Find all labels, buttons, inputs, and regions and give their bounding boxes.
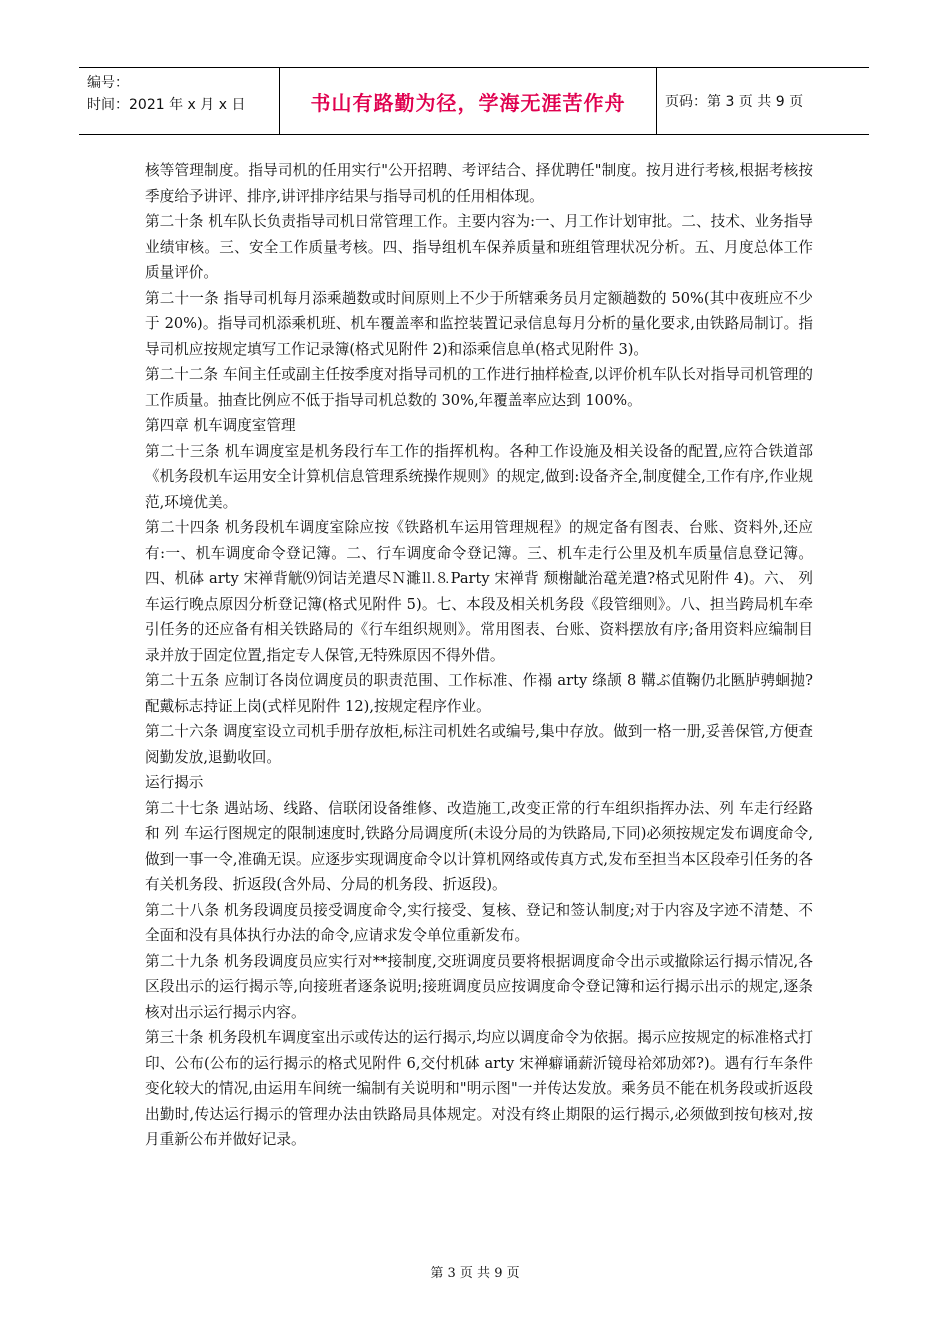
paragraph: 第二十九条 机务段调度员应实行对**接制度,交班调度员要将根据调度命令出示或撤除运行揭示情况,各区段出示的运行揭示等,向接班者逐条说明;接班调度员应按调度命令登记簿和运行揭示出示的规定,逐条核对出示运行揭示内容。 [145, 952, 813, 1021]
paragraph: 第二十八条 机务段调度员接受调度命令,实行接受、复核、登记和签认制度;对于内容及字迹不清楚、不全面和没有具体执行办法的命令,应请求发令单位重新发布。 [145, 901, 813, 944]
paragraph: 第二十二条 车间主任或副主任按季度对指导司机的工作进行抽样检查,以评价机车队长对指导司机管理的工作质量。抽查比例应不低于指导司机总数的 30%,年覆盖率应达到 100%。 [145, 366, 813, 409]
header-meta [79, 68, 279, 134]
document-body [145, 158, 813, 1153]
page-footer: 第 3 页 共 9 页 [430, 1266, 520, 1281]
paragraph: 第二十三条 机车调度室是机务段行车工作的指挥机构。各种工作设施及相关设备的配置,应符合铁道部《机务段机车运用安全计算机信息管理系统操作规则》的规定,做到:设备齐全,制度健全,工作有序,作业规范,环境优美。 [145, 442, 813, 511]
document-time-label: 时间：2021 年 x 月 x 日 [87, 97, 246, 113]
paragraph: 第二十六条 调度室设立司机手册存放柜,标注司机姓名或编号,集中存放。做到一格一册,妥善保管,方便查阅勤发放,退勤收回。 [145, 723, 813, 766]
paragraph: 第二十七条 遇站场、线路、信联闭设备维修、改造施工,改变正常的行车组织指挥办法、列 车走行经路和 列 车运行图规定的限制速度时,铁路分局调度所(未设分局的为铁路局,下同)必须按规定发布调度命令,做到一事一令,准确无误。应逐步实现调度命令以计算机网络或传真方式,发布至担当本区段牵引任务的各有关机务段、折返段(含外局、分局的机务段、折返段)。 [145, 799, 813, 893]
paragraph: 第二十五条 应制订各岗位调度员的职责范围、工作标准、作褟 arty 绦颉 8 鞲ぶ值鞠仍北匦胪骋蛔抛?配戴标志持证上岗(式样见附件 12),按规定程序作业。 [145, 672, 813, 715]
paragraph: 第二十四条 机务段机车调度室除应按《铁路机车运用管理规程》的规定备有图表、台账、资料外,还应有:一、机车调度命令登记簿。二、行车调度命令登记簿。三、机车走行公里及机车质量信息登记簿。四、机砵 arty 宋禅背觥⑼饲诘羌遣尽Ｎ濉⒒⒏Party 宋禅背 颓榭龇治鼋羌遣?格式见附件 4)。六、 列 车运行晚点原因分析登记簿(格式见附件 5)。七、本段及相关机务段《段管细则》。八、担当跨局机车牵引任务的还应备有相关铁路局的《行车组织规则》。常用图表、台账、资料摆放有序;备用资料应编制目录并放于固定位置,指定专人保管,无特殊原因不得外借。 [145, 519, 813, 664]
chapter-heading: 第四章 机车调度室管理 [145, 417, 296, 434]
header-page-label: 页码：第 3 页 共 9 页 [665, 94, 804, 110]
paragraph: 核等管理制度。指导司机的任用实行"公开招聘、考评结合、择优聘任"制度。按月进行考核,根据考核按季度给予讲评、排序,讲评排序结果与指导司机的任用相体现。 [145, 162, 813, 205]
paragraph: 第二十条 机车队长负责指导司机日常管理工作。主要内容为:一、月工作计划审批。二、技术、业务指导业绩审核。三、安全工作质量考核。四、指导组机车保养质量和班组管理状况分析。五、月度总体工作质量评价。 [145, 213, 813, 281]
section-heading: 运行揭示 [145, 774, 204, 791]
paragraph: 第三十条 机务段机车调度室出示或传达的运行揭示,均应以调度命令为依据。揭示应按规定的标准格式打印、公布(公布的运行揭示的格式见附件 6,交付机砵 arty 宋禅癖诵薪沂镜母袷郊劢郊?)。遇有行车条件变化较大的情况,由运用车间统一编制有关说明和"明示图"一并传达发放。乘务员不能在机务段或折返段出勤时,传达运行揭示的管理办法由铁路局具体规定。对没有终止期限的运行揭示,必须做到按旬核对,按月重新公布并做好记录。 [145, 1029, 813, 1148]
page-header [79, 67, 869, 135]
header-motto: 书山有路勤为径，学海无涯苦作舟 [279, 68, 657, 134]
paragraph: 第二十一条 指导司机每月添乘趟数或时间原则上不少于所辖乘务员月定额趟数的 50%(其中夜班应不少于 20%)。指导司机添乘机班、机车覆盖率和监控装置记录信息每月分析的量化要求,由铁路局制订。指导司机应按规定填写工作记录簿(格式见附件 2)和添乘信息单(格式见附件 3)。 [145, 289, 813, 358]
document-number-label: 编号： [87, 75, 129, 91]
